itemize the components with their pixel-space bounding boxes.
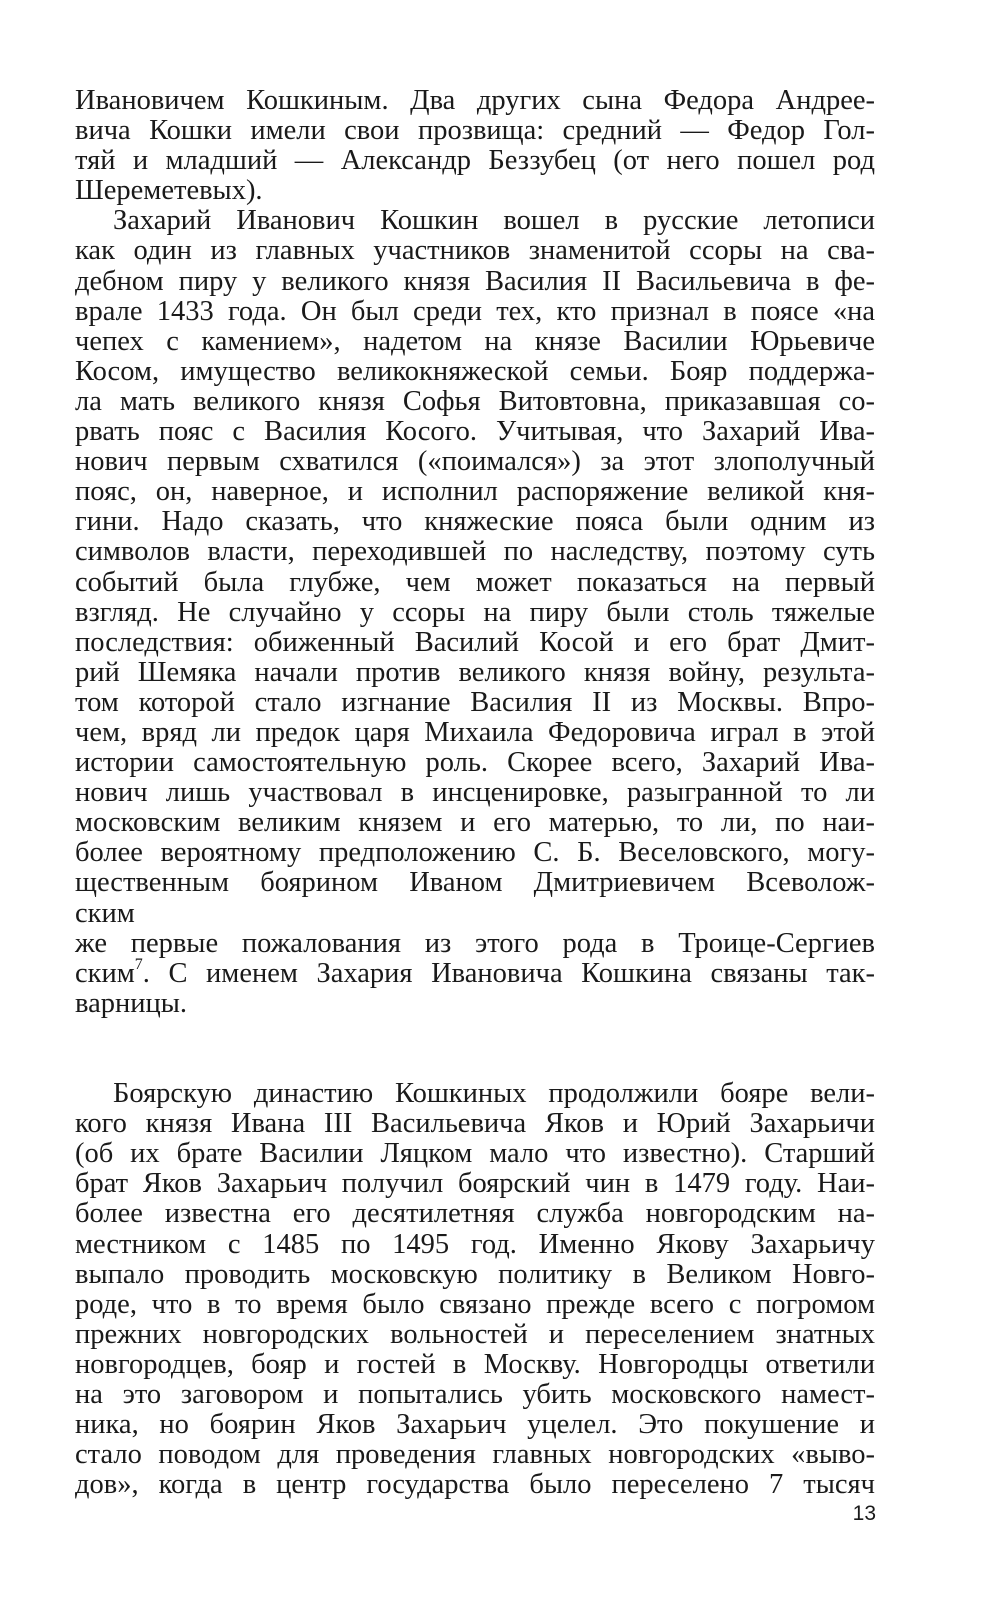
page-number: 13 [852,1502,876,1525]
text-line: символов власти, переходившей по наследству, поэтому суть [75,536,875,568]
text-line: вича Кошки имели свои прозвища: средний — Федор Гол- [75,115,875,147]
footnote-text-line [75,956,875,989]
footnote-line-start: ским [75,957,135,989]
text-line: Захарий Иванович Кошкин вошел в русские летописи [113,205,875,237]
text-line: взгляд. Не случайно у ссоры на пиру были столь тяжелые [75,596,875,628]
text-line: же первые пожалования из этого рода в Троице-Сергиев [75,927,875,959]
text-line [75,1019,875,1049]
text-line: тяй и младший — Александр Беззубец (от него пошел род [75,145,875,177]
footnote-line-end: . С именем Захария Ивановича Кошкина связаны так- [142,957,875,989]
text-line: дов», когда в центр государства было переселено 7 тысяч [75,1469,875,1501]
text-line: чепех с камением», надетом на князе Василии Юрьевиче [75,325,875,357]
text-line [75,1049,875,1079]
text-line: Боярскую династию Кошкиных продолжили бояре вели- [113,1078,875,1110]
text-line: истории самостоятельную роль. Скорее всего, Захарий Ива- [75,747,875,779]
text-line: пояс, он, наверное, и исполнил распоряжение великой кня- [75,476,875,508]
text-line: более вероятному предположению С. Б. Веселовского, могу- [75,837,875,869]
text-line: рий Шемяка начали против великого князя войну, результа- [75,656,875,688]
text-line: гини. Надо сказать, что княжеские пояса были одним из [75,506,875,538]
text-line: кого князя Ивана III Васильевича Яков и Юрий Захарьичи [75,1108,875,1140]
text-line: ника, но боярин Яков Захарьич уцелел. Это покушение и [75,1409,875,1441]
text-line: как один из главных участников знаменитой ссоры на сва- [75,235,875,267]
text-line: ла мать великого князя Софья Витовтовна, приказавшая со- [75,385,875,417]
text-line: варницы. [75,987,188,1019]
text-line: том которой стало изгнание Василия II из Москвы. Впро- [75,686,875,718]
footnote-reference: 7 [134,956,143,974]
text-line: брат Яков Захарьич получил боярский чин в 1479 году. Наи- [75,1168,875,1200]
text-line: дебном пиру у великого князя Василия II Васильевича в фе- [75,265,875,297]
text-line: роде, что в то время было связано прежде всего с погромом [75,1288,875,1320]
text-line: нович первым схватился («поимался») за этот злополучный [75,446,875,478]
text-line: рвать пояс с Василия Косого. Учитывая, что Захарий Ива- [75,416,875,448]
text-line: более известна его десятилетняя служба новгородским на- [75,1198,875,1230]
text-line: врале 1433 года. Он был среди тех, кто признал в поясе «на [75,295,875,327]
text-line: чем, вряд ли предок царя Михаила Федоровича играл в этой [75,716,875,748]
text-line: выпало проводить московскую политику в Великом Новго- [75,1258,875,1290]
text-line: прежних новгородских вольностей и переселением знатных [75,1318,875,1350]
text-line: московским великим князем и его матерью, то ли, по наи- [75,807,875,839]
text-line: Косом, имущество великокняжеской семьи. Бояр поддержа- [75,355,875,387]
text-line: последствия: обиженный Василий Косой и его брат Дмит- [75,626,875,658]
text-line: нович лишь участвовал в инсценировке, разыгранной то ли [75,777,875,809]
text-line: Шереметевых). [75,175,263,207]
body-text [75,86,875,1500]
text-line: событий была глубже, чем может показаться на первый [75,566,875,598]
text-line: на это заговором и попытались убить московского намест- [75,1379,875,1411]
text-line: (об их брате Василии Ляцком мало что известно). Старший [75,1138,875,1170]
text-line: ским [75,897,135,929]
text-line: стало поводом для проведения главных новгородских «выво- [75,1439,875,1471]
text-line: Ивановичем Кошкиным. Два других сына Федора Андрее- [75,85,875,116]
text-line: местником с 1485 по 1495 год. Именно Якову Захарьичу [75,1228,875,1260]
text-line: щественным боярином Иваном Дмитриевичем Всеволож- [75,867,875,899]
text-line: новгородцев, бояр и гостей в Москву. Новгородцы ответили [75,1348,875,1380]
